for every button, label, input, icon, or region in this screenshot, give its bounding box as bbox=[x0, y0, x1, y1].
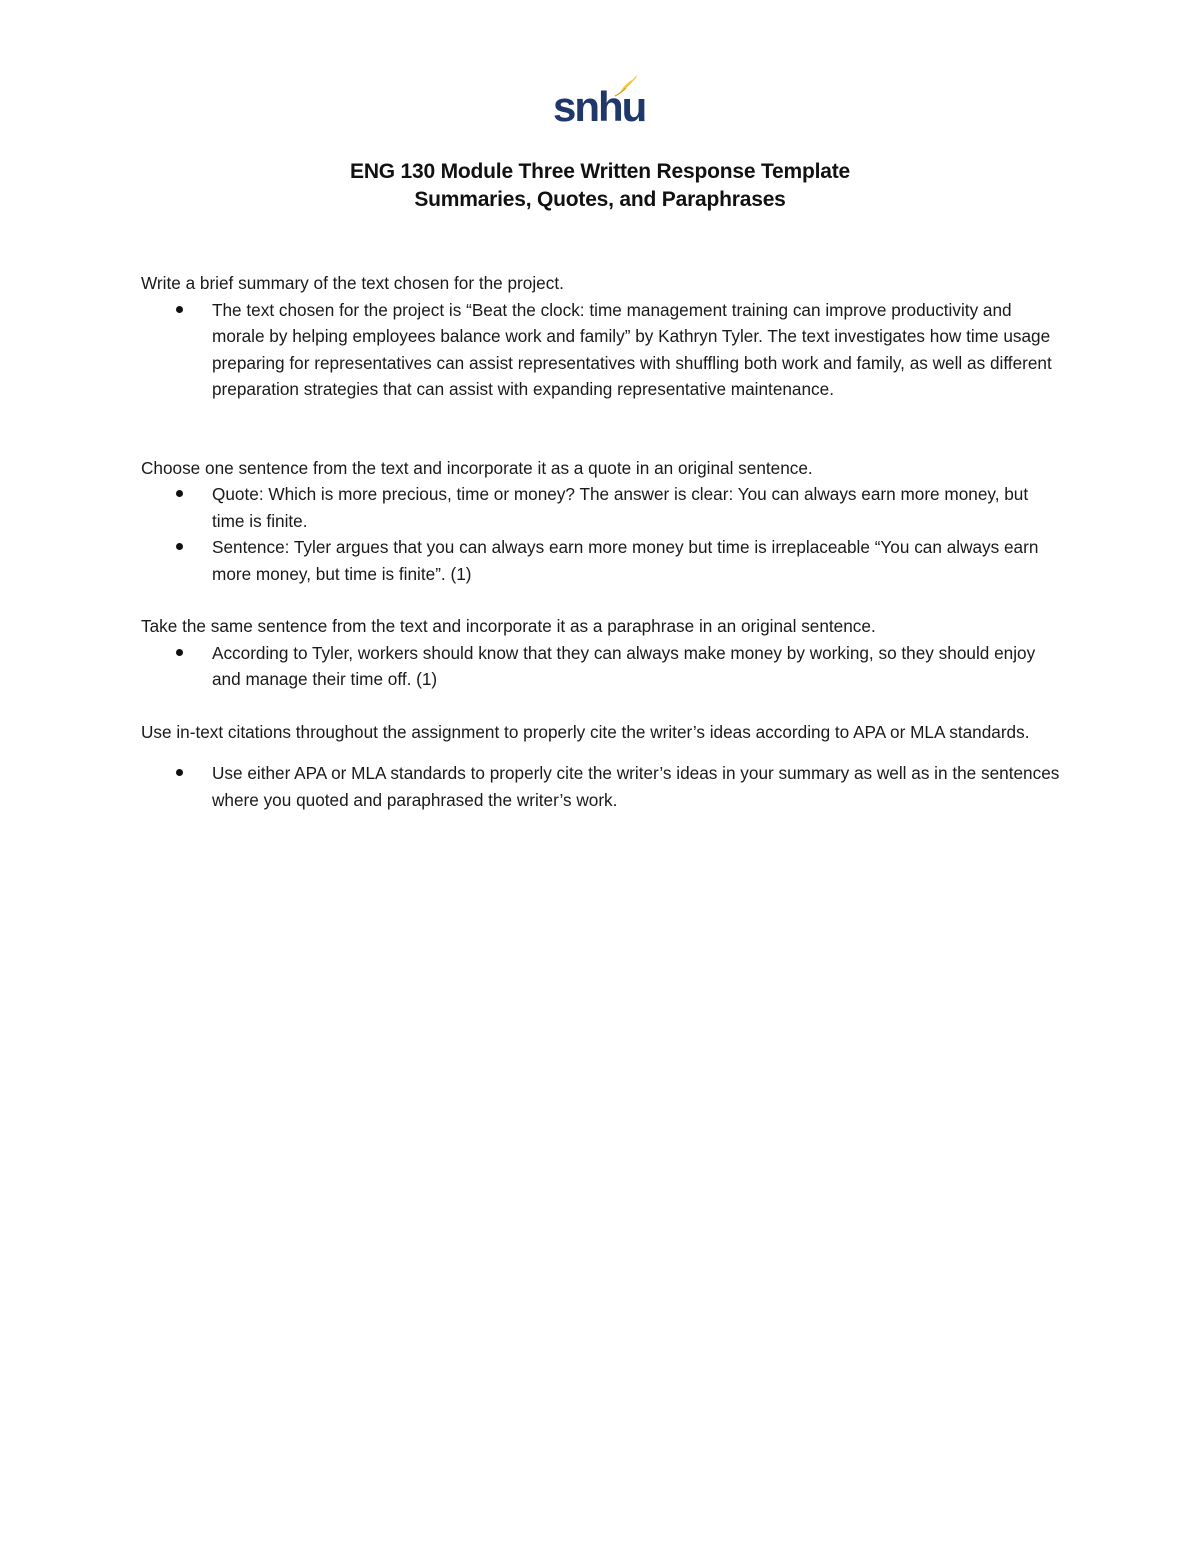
paraphrase-section bbox=[141, 613, 1061, 693]
quote-prompt: Choose one sentence from the text and incorporate it as a quote in an original sentence. bbox=[141, 457, 813, 478]
citations-section bbox=[141, 719, 1061, 814]
leaf-icon bbox=[611, 72, 641, 98]
citations-list bbox=[141, 760, 1061, 813]
title-line-1: ENG 130 Module Three Written Response Template bbox=[350, 160, 850, 183]
logo-wordmark: snhu bbox=[553, 83, 646, 130]
document-title bbox=[0, 158, 1200, 214]
summary-prompt: Write a brief summary of the text chosen for the project. bbox=[141, 273, 564, 293]
summary-bullet: The text chosen for the project is “Beat the clock: time management training can improve productivity and morale by helping employees balance work and family” by Kathryn Tyler. The text investigates how time usage preparing for representatives can assist representatives with shuffling both work and family, as well as different preparation strategies that can assist with expanding representative maintenance. bbox=[212, 297, 1061, 403]
paraphrase-bullet: According to Tyler, workers should know that they can always make money by working, so they should enjoy and manage their time off. (1) bbox=[212, 640, 1061, 693]
quote-bullet: Quote: Which is more precious, time or money? The answer is clear: You can always earn more money, but time is finite. bbox=[212, 481, 1061, 534]
document-body bbox=[141, 270, 1061, 813]
paraphrase-list bbox=[141, 640, 1061, 693]
snhu-logo bbox=[553, 72, 646, 134]
citations-prompt: Use in-text citations throughout the assignment to properly cite the writer’s ideas according to APA or MLA standards. bbox=[141, 721, 1030, 742]
summary-section bbox=[141, 270, 1061, 403]
quote-sentence-bullet: Sentence: Tyler argues that you can always earn more money but time is irreplaceable “You can always earn more money, but time is finite”. (1) bbox=[212, 534, 1061, 587]
quote-section bbox=[141, 455, 1061, 588]
citations-bullet: Use either APA or MLA standards to properly cite the writer’s ideas in your summary as well as in the sentences where you quoted and paraphrased the writer’s work. bbox=[212, 760, 1061, 813]
summary-list bbox=[141, 297, 1061, 403]
quote-list bbox=[141, 481, 1061, 587]
title-line-2: Summaries, Quotes, and Paraphrases bbox=[414, 188, 786, 211]
paraphrase-prompt: Take the same sentence from the text and incorporate it as a paraphrase in an original sentence. bbox=[141, 616, 876, 636]
